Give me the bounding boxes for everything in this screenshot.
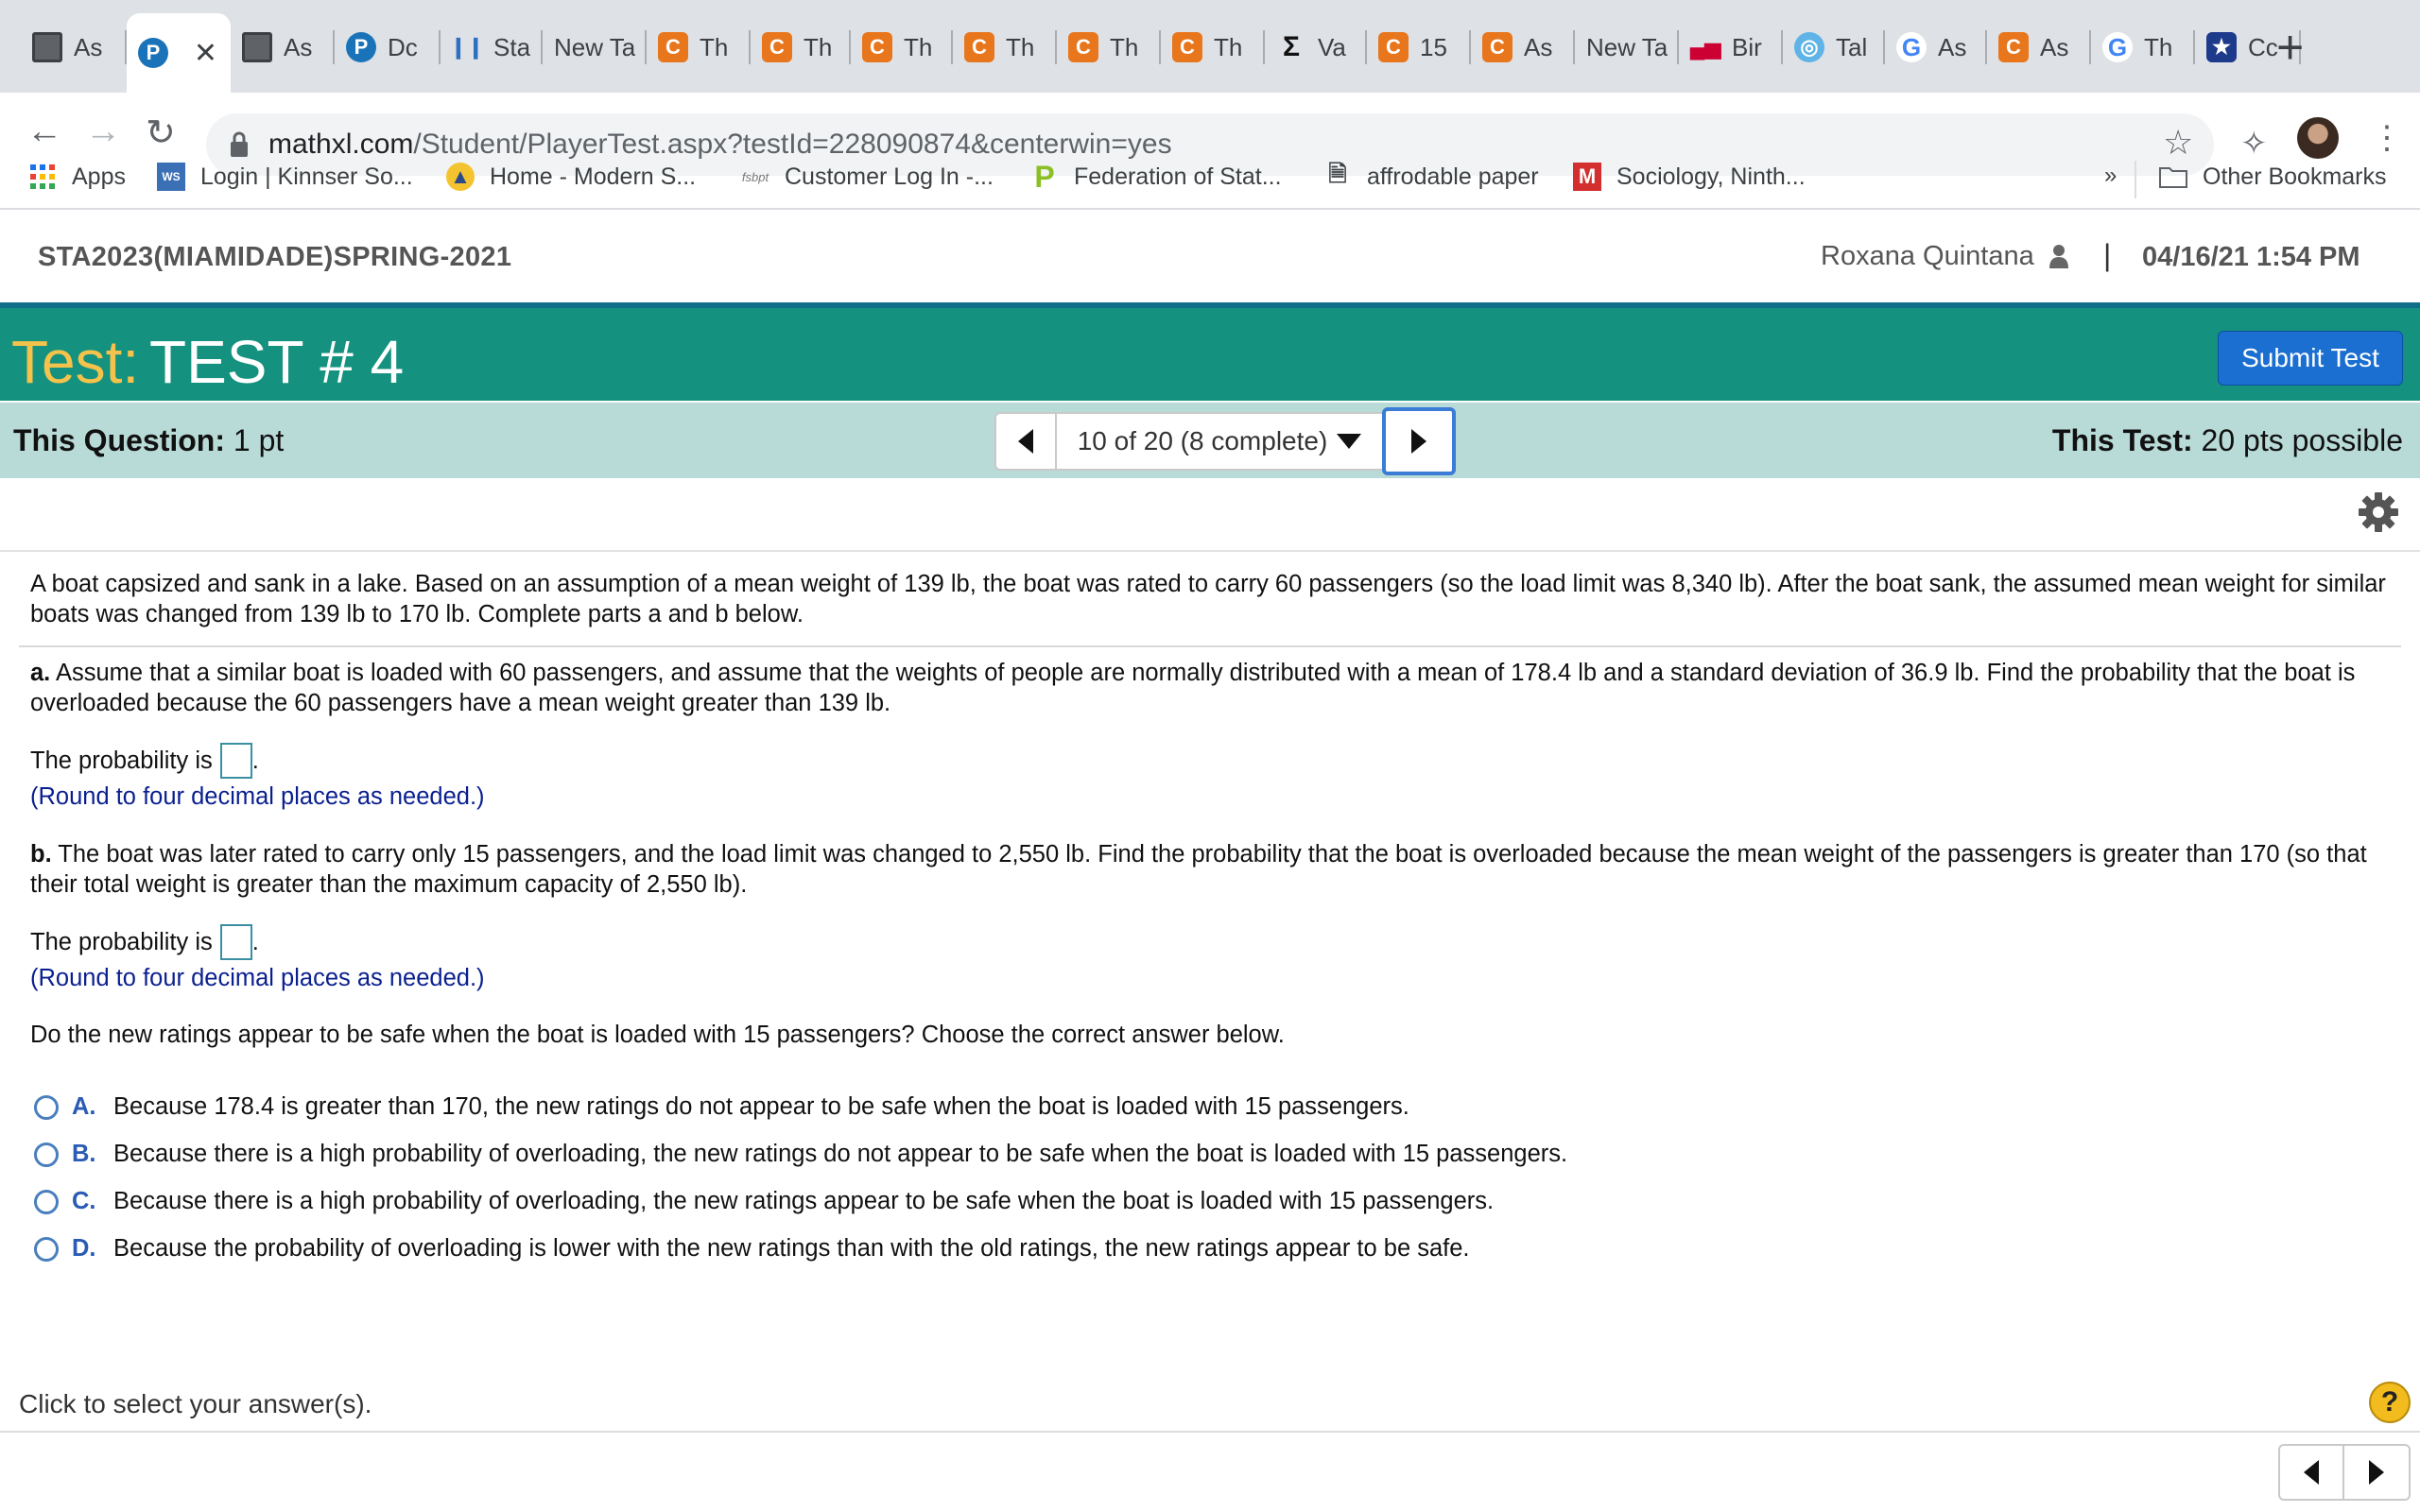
- folder-icon: [2159, 163, 2187, 191]
- previous-question-button[interactable]: [994, 412, 1057, 471]
- test-label: Test:: [11, 328, 140, 396]
- bottom-pager: [2278, 1444, 2411, 1501]
- intro-divider: [19, 645, 2401, 647]
- followup-question: Do the new ratings appear to be safe when the boat is loaded with 15 passengers? Choose the correct answer below.: [30, 1022, 1285, 1048]
- other-bookmarks[interactable]: Other Bookmarks: [2159, 163, 2387, 191]
- tab-title: Th: [1214, 32, 1243, 61]
- radio-b[interactable]: [34, 1143, 59, 1167]
- browser-tab-strip: [0, 0, 2420, 93]
- option-c[interactable]: C. Because there is a high probability of overloading, the new ratings appear to be safe when the boat is loaded with 15 passengers.: [34, 1188, 1494, 1215]
- globe-favicon-icon: ◎: [1794, 32, 1824, 62]
- url-text[interactable]: mathxl.com/Student/PlayerTest.aspx?testId=228090874&centerwin=yes: [268, 129, 1172, 160]
- part-b-answer-line: The probability is .: [30, 924, 259, 960]
- question-pager: [994, 412, 1456, 471]
- forward-icon[interactable]: →: [85, 112, 121, 151]
- bookmarks-bar: [0, 155, 2420, 208]
- browser-tab[interactable]: [851, 13, 953, 81]
- bookmark-apps[interactable]: Apps: [28, 163, 126, 191]
- bookmark-star-icon[interactable]: ☆: [2163, 123, 2194, 162]
- question-intro: A boat capsized and sank in a lake. Based on an assumption of a mean weight of 139 lb, the boat was rated to carry 60 passengers (so the load limit was 8,340 lb). After the boat sank, the assumed mean weight for similar boats was changed from 139 lb to 170 lb. Complete parts a and b below.: [30, 571, 2386, 627]
- part-a-hint: (Round to four decimal places as needed.): [30, 783, 485, 810]
- caret-down-icon: [1337, 434, 1361, 449]
- arrow-left-icon: [1018, 429, 1033, 454]
- browser-tab[interactable]: [953, 13, 1057, 81]
- tab-title: Sta: [493, 32, 531, 61]
- question-info-bar: [0, 403, 2420, 478]
- browser-tab[interactable]: [1783, 13, 1885, 81]
- c-favicon-icon: C: [1172, 32, 1202, 62]
- bookmark-customer-login[interactable]: fsbpt Customer Log In -...: [741, 163, 994, 190]
- tab-title: Cc: [2248, 32, 2278, 61]
- bottom-previous-button[interactable]: [2278, 1444, 2344, 1501]
- browser-tab[interactable]: [1367, 13, 1471, 81]
- browser-tab[interactable]: [441, 13, 543, 81]
- arrow-left-icon: [2304, 1460, 2319, 1485]
- footer-divider: [0, 1431, 2420, 1433]
- apps-grid-icon: [28, 163, 57, 191]
- more-bookmarks-button[interactable]: »: [2104, 163, 2118, 188]
- submit-test-button[interactable]: Submit Test: [2218, 331, 2403, 386]
- g-favicon-icon: G: [1896, 32, 1927, 62]
- option-d[interactable]: D. Because the probability of overloading is lower with the new ratings than with the old ratings, the new ratings appear to be safe.: [34, 1235, 1470, 1263]
- doc-favicon-icon: [32, 32, 62, 62]
- c-favicon-icon: C: [762, 32, 792, 62]
- fsbpt-icon: fsbpt: [741, 169, 769, 184]
- c-favicon-icon: C: [1378, 32, 1409, 62]
- federation-p-icon: P: [1034, 159, 1055, 194]
- tab-title: As: [1524, 32, 1553, 61]
- c-favicon-icon: C: [964, 32, 994, 62]
- browser-tab[interactable]: [1987, 13, 2091, 81]
- gear-icon[interactable]: [2358, 491, 2399, 533]
- header-separator: |: [2103, 238, 2112, 272]
- sigma-favicon-icon: Σ: [1282, 31, 1300, 62]
- c-favicon-icon: C: [1068, 32, 1098, 62]
- c-favicon-icon: C: [862, 32, 892, 62]
- browser-tab[interactable]: [127, 13, 231, 93]
- mcgraw-m-icon: M: [1573, 163, 1601, 191]
- course-name: STA2023(MIAMIDADE)SPRING-2021: [38, 242, 512, 272]
- arrow-right-icon: [1411, 429, 1426, 454]
- tab-title: New Ta: [1586, 32, 1668, 61]
- test-title-bar: [0, 302, 2420, 401]
- help-button[interactable]: ?: [2369, 1382, 2411, 1423]
- tab-title: Th: [2144, 32, 2173, 61]
- bookmark-divider: [2135, 161, 2136, 198]
- c-favicon-icon: C: [1482, 32, 1512, 62]
- bookmark-affordable-paper[interactable]: 🗎 affrodable paper: [1323, 163, 1539, 191]
- arrow-right-icon: [2369, 1460, 2384, 1485]
- user-icon: [2049, 244, 2068, 268]
- kinnser-icon: WS: [157, 163, 185, 191]
- browser-tab[interactable]: [1679, 13, 1783, 81]
- bookmark-sociology[interactable]: M Sociology, Ninth...: [1573, 163, 1806, 191]
- browser-tab[interactable]: [2091, 13, 2195, 81]
- question-select-dropdown[interactable]: 10 of 20 (8 complete): [1057, 412, 1382, 471]
- close-tab-icon[interactable]: ✕: [193, 37, 217, 69]
- browser-tab[interactable]: [647, 13, 751, 81]
- g-favicon-icon: G: [2102, 32, 2133, 62]
- tab-title: Dc: [388, 32, 418, 61]
- option-b[interactable]: B. Because there is a high probability of overloading, the new ratings do not appear to be safe when the boat is loaded with 15 passengers.: [34, 1141, 1567, 1168]
- radio-a[interactable]: [34, 1095, 59, 1120]
- part-a-answer-input[interactable]: [220, 743, 252, 779]
- tab-title: Th: [904, 32, 933, 61]
- tab-title: As: [2040, 32, 2069, 61]
- this-test-info: This Test: 20 pts possible: [2051, 423, 2403, 457]
- new-tab-button[interactable]: +: [2276, 21, 2305, 74]
- extensions-icon[interactable]: ✧: [2240, 126, 2268, 162]
- doc-favicon-icon: [242, 32, 272, 62]
- p-favicon-icon: P: [346, 32, 376, 62]
- part-b-text: b. The boat was later rated to carry only 15 passengers, and the load limit was changed to 2,550 lb. Find the probability that the boat is overloaded because the mean weight of the passengers is greater than 170 (so that their total weight is greater than the maximum capacity of 2,550 lb).: [30, 841, 2367, 898]
- bottom-next-button[interactable]: [2344, 1444, 2411, 1501]
- date-time: 04/16/21 1:54 PM: [2142, 242, 2360, 272]
- tab-title: New Ta: [554, 32, 636, 61]
- browser-tab[interactable]: [335, 13, 441, 81]
- browser-tab[interactable]: [1265, 13, 1367, 81]
- browser-tab[interactable]: [543, 13, 647, 81]
- test-title: TEST # 4: [149, 328, 405, 396]
- footer-instruction: Click to select your answer(s).: [19, 1389, 372, 1418]
- part-b-answer-input[interactable]: [220, 924, 252, 960]
- course-header: [0, 210, 2420, 302]
- tab-title: Va: [1318, 32, 1346, 61]
- tab-title: Th: [1110, 32, 1139, 61]
- this-question-info: This Question: 1 pt: [13, 423, 285, 457]
- document-icon: 🗎: [1328, 161, 1347, 187]
- tab-title: Tal: [1836, 32, 1868, 61]
- content-divider: [0, 550, 2420, 552]
- bookmark-federation[interactable]: P Federation of Stat...: [1030, 163, 1282, 191]
- bookmark-kinnser[interactable]: WS Login | Kinnser So...: [157, 163, 413, 191]
- profile-avatar[interactable]: [2297, 117, 2339, 159]
- user-name: Roxana Quintana: [1821, 241, 2034, 271]
- tab-title: Th: [700, 32, 729, 61]
- browser-tab[interactable]: [1057, 13, 1161, 81]
- back-icon[interactable]: ←: [26, 112, 62, 151]
- browser-tab[interactable]: [231, 13, 335, 81]
- modern-states-icon: ▲: [446, 163, 475, 191]
- part-b-hint: (Round to four decimal places as needed.): [30, 965, 485, 991]
- tab-title: Th: [804, 32, 833, 61]
- star-favicon-icon: ★: [2206, 32, 2237, 62]
- browser-tab[interactable]: [751, 13, 851, 81]
- p-favicon-icon: P: [138, 38, 168, 68]
- part-a-text: a. Assume that a similar boat is loaded with 60 passengers, and assume that the weights of people are normally distributed with a mean of 178.4 lb and a standard deviation of 36.9 lb. Find the probability that the boat is overloaded because the 60 passengers have a mean weight greater than 139 lb.: [30, 660, 2356, 716]
- tab-title: As: [74, 32, 103, 61]
- tab-title: Bir: [1732, 32, 1762, 61]
- bar-favicon-icon: ❙❙: [449, 35, 485, 59]
- browser-tab[interactable]: [1161, 13, 1265, 81]
- tab-title: As: [1938, 32, 1967, 61]
- browser-tab[interactable]: [21, 13, 127, 81]
- part-a-answer-line: The probability is .: [30, 743, 259, 779]
- c-favicon-icon: C: [658, 32, 688, 62]
- next-question-button[interactable]: [1382, 407, 1456, 475]
- option-a[interactable]: A. Because 178.4 is greater than 170, the new ratings do not appear to be safe when the boat is loaded with 15 passengers.: [34, 1093, 1409, 1121]
- reload-icon[interactable]: ↻: [146, 113, 176, 153]
- tab-title: 15: [1420, 32, 1447, 61]
- radio-d[interactable]: [34, 1237, 59, 1262]
- chart-favicon-icon: ▄▅: [1689, 35, 1721, 59]
- tab-title: As: [284, 32, 313, 61]
- tab-title: Th: [1006, 32, 1035, 61]
- menu-kebab-icon[interactable]: ⋮: [2371, 120, 2403, 156]
- browser-tab[interactable]: [1575, 13, 1679, 81]
- bookmark-modern-states[interactable]: ▲ Home - Modern S...: [446, 163, 696, 191]
- browser-tab[interactable]: [1885, 13, 1987, 81]
- c-favicon-icon: C: [1998, 32, 2029, 62]
- radio-c[interactable]: [34, 1190, 59, 1214]
- browser-tab[interactable]: [1471, 13, 1575, 81]
